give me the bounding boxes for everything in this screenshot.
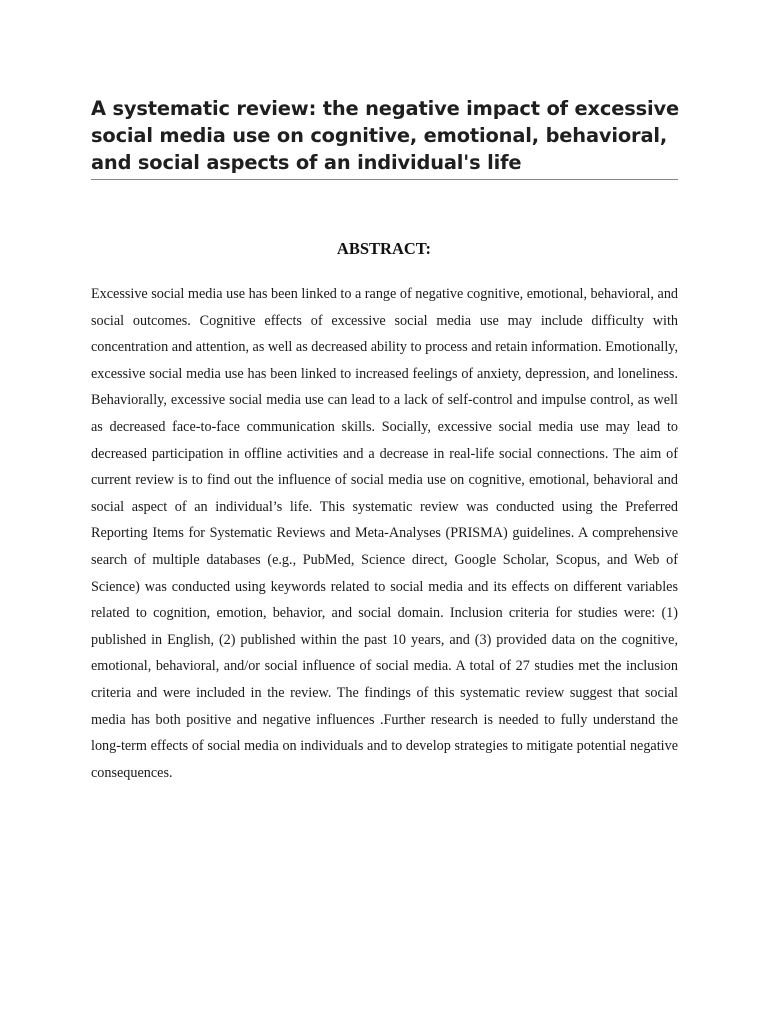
paper-title: A systematic review: the negative impact of excessive social media use on cognitive, emotional, behavioral, and social aspects of an individual's life — [91, 97, 679, 174]
title-underline-rule — [91, 179, 678, 180]
abstract-heading: ABSTRACT: — [336, 239, 432, 258]
abstract-paragraph: Excessive social media use has been linked to a range of negative cognitive, emotional, behavioral, and social outcomes. Cognitive effects of excessive social media use may include difficulty with concentration and attention, as well as decreased ability to process and retain information. Emotionally, excessive social media use has been linked to increased feelings of anxiety, depression, and loneliness. Behaviorally, excessive social media use can lead to a lack of self-control and impulse control, as well as decreased face-to-face communication skills. Socially, excessive social media use may lead to decreased participation in offline activities and a decrease in real-life social connections. The aim of current review is to find out the influence of social media use on cognitive, emotional, behavioral and social aspect of an individual’s life. This systematic review was conducted using the Preferred Reporting Items for Systematic Reviews and Meta-Analyses (PRISMA) guidelines. A comprehensive search of multiple databases (e.g., PubMed, Science direct, Google Scholar, Scopus, and Web of Science) was conducted using keywords related to social media and its effects on different variables related to cognition, emotion, behavior, and social domain. Inclusion criteria for studies were: (1) published in English, (2) published within the past 10 years, and (3) provided data on the cognitive, emotional, behavioral, and/or social influence of social media. A total of 27 studies met the inclusion criteria and were included in the review. The findings of this systematic review suggest that social media has both positive and negative influences .Further research is needed to fully understand the long-term effects of social media on individuals and to develop strategies to mitigate potential negative consequences. — [91, 286, 679, 781]
